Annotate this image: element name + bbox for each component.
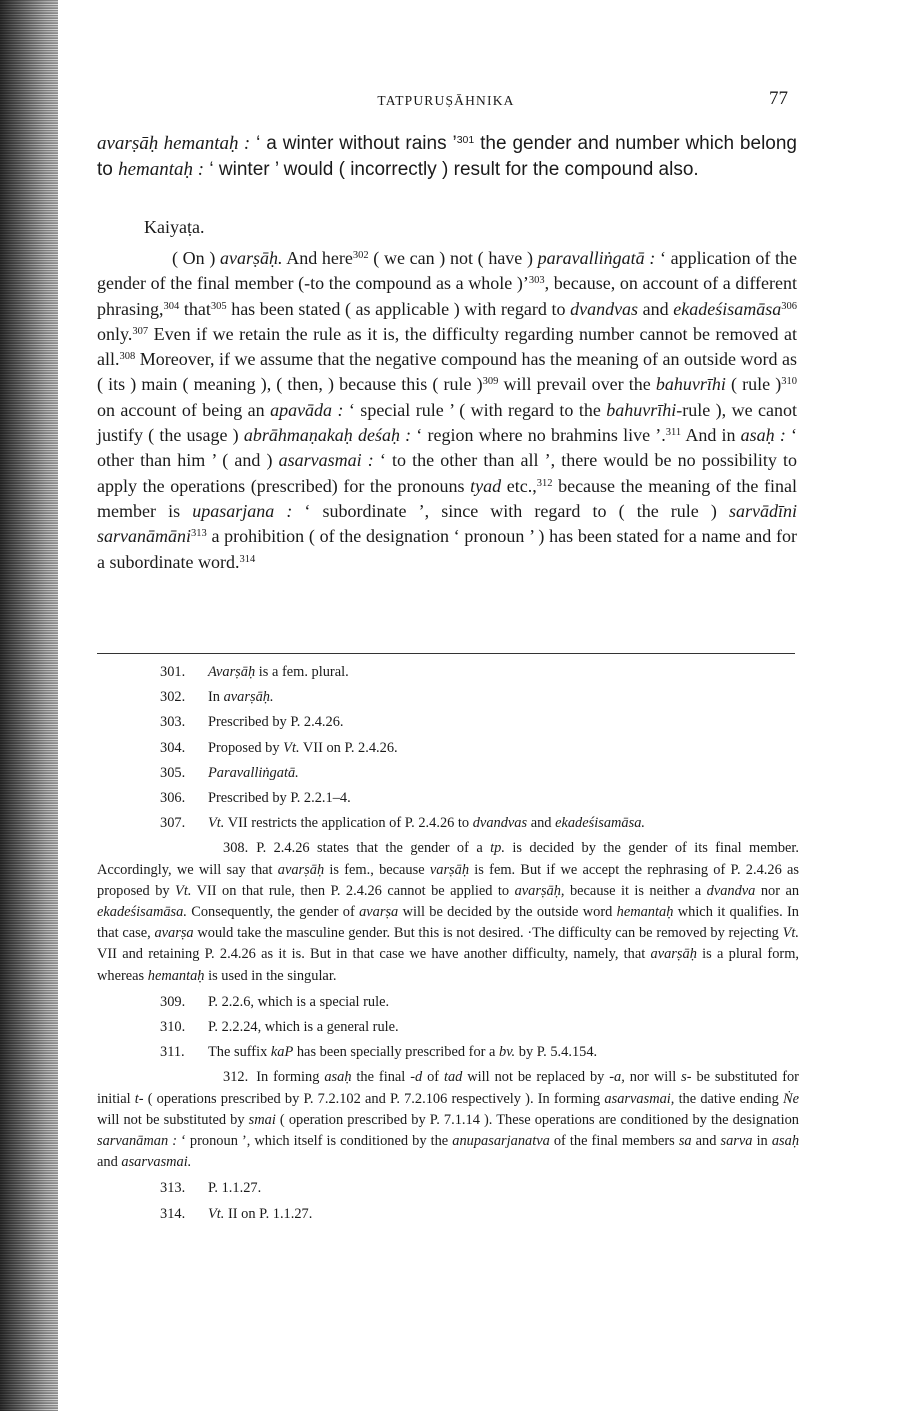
text: and xyxy=(97,1154,122,1171)
term: hemantaḥ : xyxy=(118,158,205,180)
term: paravalliṅgatā : xyxy=(537,248,656,268)
footnote-number: 304. xyxy=(160,739,186,756)
text: etc., xyxy=(501,475,537,496)
term: Avarṣāḥ xyxy=(208,664,256,680)
text: And here xyxy=(282,248,353,268)
text: -rule ), we canot justify ( the usage ) xyxy=(97,399,797,446)
term: sarvanāman : xyxy=(97,1133,178,1150)
term: avarṣāḥ. xyxy=(223,689,274,706)
text: be substituted for initial xyxy=(97,1069,799,1107)
text: and xyxy=(638,298,674,319)
footnote-number: 311. xyxy=(160,1044,185,1061)
footnote-303 xyxy=(97,712,799,733)
term: bahuvrīhi xyxy=(606,399,677,420)
footnote-number: 309. xyxy=(160,993,186,1010)
text: in xyxy=(752,1133,772,1150)
text: will not be replaced by xyxy=(462,1069,610,1086)
term: dvandva xyxy=(706,882,756,899)
text: and xyxy=(691,1133,721,1150)
text: VII restricts the application of P. 2.4.26 to xyxy=(224,815,473,832)
text: Prescribed by P. 2.2.1–4. xyxy=(208,790,351,807)
text: has been specially prescribed for a xyxy=(293,1044,500,1061)
text: ( rule ) xyxy=(725,374,782,395)
footnote-number: 306. xyxy=(160,790,186,807)
footnote-ref: 312 xyxy=(536,477,553,489)
term: dvandvas xyxy=(472,815,528,832)
main-paragraph xyxy=(97,246,797,575)
footnote-number: 307. xyxy=(160,815,186,832)
footnote-number: 314. xyxy=(160,1205,186,1222)
term: sarvādīni sarvanāmāni xyxy=(97,500,798,547)
footnote-number: 312. xyxy=(223,1069,249,1086)
header-title: TATPURUṢĀHNIKA xyxy=(377,93,515,108)
text: is a fem. plural. xyxy=(255,664,349,680)
book-spine-shadow xyxy=(0,0,58,1411)
term: bahuvrīhi xyxy=(655,374,726,395)
footnote-311 xyxy=(97,1042,799,1063)
term: apavāda : xyxy=(270,399,344,420)
text: will prevail over the xyxy=(498,374,656,395)
text: the gender and number which belong to xyxy=(97,133,797,180)
text: P. 2.2.24, which is a general rule. xyxy=(208,1019,399,1036)
text: ‘ subordinate ’, since with regard to ( the rule ) xyxy=(292,500,729,521)
term: s- xyxy=(681,1069,692,1086)
term: Paravalliṅgatā. xyxy=(208,764,299,781)
text: that xyxy=(179,298,211,319)
footnote-divider xyxy=(97,653,795,654)
text: And in xyxy=(681,425,741,446)
text: because the meaning of the final member is xyxy=(97,475,798,521)
text: ‘ winter ’ would ( incorrectly ) result for the compound also. xyxy=(204,158,699,180)
footnote-305 xyxy=(97,763,799,784)
footnote-314 xyxy=(97,1204,799,1225)
footnote-312 xyxy=(97,1067,799,1173)
footnote-ref: 302 xyxy=(352,250,369,261)
term: asaḥ xyxy=(771,1133,800,1150)
text: the dative ending xyxy=(674,1090,783,1107)
footnotes xyxy=(97,662,799,1229)
term: avarṣāḥ, xyxy=(514,882,565,899)
section-title: Kaiyaṭa. xyxy=(144,217,205,237)
term: ekadeśisamāsa xyxy=(673,298,782,319)
term: avarṣāḥ xyxy=(277,861,325,878)
footnote-313 xyxy=(97,1178,799,1199)
term: Vt. xyxy=(283,739,300,756)
term: anupasarjanatva xyxy=(452,1133,550,1150)
text: VII on P. 2.4.26. xyxy=(299,739,398,756)
text: Proposed by xyxy=(208,739,284,756)
text: and xyxy=(527,815,556,832)
text: ‘ region where no brahmins live ’. xyxy=(411,425,666,446)
term: avarṣāḥ. xyxy=(220,248,283,268)
text: ( operation prescribed by P. 7.1.14 ). These operations are conditioned by the designation xyxy=(275,1111,799,1128)
term: ekadeśisamāsa. xyxy=(97,904,187,921)
text: ( On ) xyxy=(172,248,221,268)
footnote-301 xyxy=(97,662,799,683)
text: of xyxy=(422,1069,444,1086)
footnote-ref: 311 xyxy=(665,427,682,439)
term: kaP xyxy=(270,1044,294,1061)
text: ( operations prescribed by P. 7.2.102 and P. 7.2.106 respectively ). In forming xyxy=(143,1090,605,1107)
text: VII on that rule, then P. 2.4.26 cannot be applied to xyxy=(191,882,515,899)
text: nor an xyxy=(755,882,800,899)
term: Vt. xyxy=(208,815,225,832)
footnote-ref: 301 xyxy=(456,134,475,146)
text: ‘ application of the gender of the final member (-to the compound as a whole )’ xyxy=(97,248,797,294)
text: would take the masculine gender. But this is not desired. ·The difficulty can be removed by rejecting xyxy=(193,925,783,942)
text: Consequently, the gender of xyxy=(186,904,360,921)
footnote-ref: 308 xyxy=(119,351,136,363)
term: hemantaḥ xyxy=(616,904,674,921)
term: avarṣa xyxy=(154,925,194,942)
term: sa xyxy=(678,1133,692,1150)
footnote-number: 301. xyxy=(160,664,186,680)
footnote-307 xyxy=(97,813,799,834)
text: a prohibition ( of the designation ‘ pronoun ’ ) has been stated for a name and for a subordinate word. xyxy=(97,526,797,572)
text: ‘ special rule ’ ( with regard to the xyxy=(343,399,607,420)
text: by P. 5.4.154. xyxy=(515,1044,598,1061)
footnote-number: 308. xyxy=(223,840,249,857)
footnote-ref: 313 xyxy=(191,528,207,540)
text: P. 2.4.26 states that the gender of a xyxy=(256,840,491,857)
footnote-number: 310. xyxy=(160,1019,186,1036)
term: tad xyxy=(443,1069,463,1086)
footnote-310 xyxy=(97,1017,799,1038)
term: sarva xyxy=(720,1133,753,1150)
text: ( we can ) not ( have ) xyxy=(368,248,538,268)
text: P. 1.1.27. xyxy=(208,1180,262,1197)
text: ‘ a winter without rains ’ xyxy=(250,133,457,154)
term: asaḥ xyxy=(324,1069,352,1086)
footnote-308 xyxy=(97,838,799,986)
term: -a, xyxy=(609,1069,625,1086)
text: only. xyxy=(97,323,133,344)
term: tyad xyxy=(470,475,502,496)
term: Ṅe xyxy=(783,1090,799,1107)
term: bv. xyxy=(499,1044,516,1061)
term: avarṣa xyxy=(359,904,399,921)
footnote-number: 302. xyxy=(160,689,186,706)
footnote-ref: 305 xyxy=(210,300,227,312)
term: avarṣāḥ hemantaḥ : xyxy=(97,133,251,154)
term: dvandvas xyxy=(570,298,639,319)
footnote-302 xyxy=(97,687,799,708)
text: In forming xyxy=(256,1069,325,1086)
footnote-number: 305. xyxy=(160,764,186,781)
text: is fem., because xyxy=(324,861,430,878)
footnote-number: 303. xyxy=(160,714,186,731)
text: nor will xyxy=(624,1069,682,1086)
term: asaḥ : xyxy=(740,425,786,446)
text: will be decided by the outside word xyxy=(398,904,617,921)
text: is fem. But if we accept the rephrasing of P. 2.4.26 as proposed by xyxy=(97,861,800,899)
running-header xyxy=(96,88,796,112)
text: which it qualifies. In that case, xyxy=(97,904,799,942)
text: In xyxy=(208,689,224,706)
text: VII and retaining P. 2.4.26 as it is. But in that case we have another difficulty, namely, that xyxy=(97,946,651,963)
term: tp. xyxy=(490,840,505,857)
text: on account of being an xyxy=(97,399,271,420)
footnote-ref: 304 xyxy=(163,300,180,312)
term: asarvasmai : xyxy=(278,450,374,471)
text: ‘ pronoun ’, which itself is conditioned by the xyxy=(177,1133,453,1150)
text: ‘ other than him ’ ( and ) xyxy=(97,425,797,471)
footnote-304 xyxy=(97,738,799,759)
text: will not be substituted by xyxy=(97,1111,249,1128)
term: ekadeśisamāsa. xyxy=(555,815,646,832)
term: upasarjana : xyxy=(192,500,293,521)
footnote-ref: 307 xyxy=(132,325,149,337)
text: because it is neither a xyxy=(564,882,707,899)
text: The suffix xyxy=(208,1044,271,1061)
text: has been stated ( as applicable ) with regard to xyxy=(226,298,571,319)
text: , because, on account of a different phrasing, xyxy=(97,273,797,319)
footnote-ref: 310 xyxy=(781,376,797,388)
term: Vt. xyxy=(782,925,800,942)
text: is a plural form, whereas xyxy=(97,946,800,984)
text: II on P. 1.1.27. xyxy=(224,1205,313,1222)
page-number: 77 xyxy=(769,88,788,109)
text: of the final members xyxy=(549,1133,679,1150)
text: ‘ to the other than all ’, there would be no possibility to apply the operations (prescribed) for the pronouns xyxy=(97,450,797,496)
footnote-ref: 306 xyxy=(781,300,797,312)
footnote-ref: 309 xyxy=(482,376,499,388)
term: asarvasmai, xyxy=(604,1090,675,1107)
term: abrāhmaṇakaḥ deśaḥ : xyxy=(243,425,412,446)
text: is decided by the gender of its final member. Accordingly, we will say that xyxy=(97,840,799,878)
text: Prescribed by P. 2.4.26. xyxy=(208,714,344,731)
footnote-ref: 314 xyxy=(239,553,256,565)
term: avarṣāḥ xyxy=(650,946,697,963)
term: Vt. xyxy=(175,882,192,899)
term: smai xyxy=(248,1111,276,1128)
footnote-ref: 303 xyxy=(528,275,545,287)
text: the final xyxy=(351,1069,411,1086)
term: -d xyxy=(410,1069,423,1086)
text: is used in the singular. xyxy=(204,967,337,984)
footnote-309 xyxy=(97,992,799,1013)
footnote-number: 313. xyxy=(160,1180,186,1197)
term: Vt. xyxy=(208,1205,225,1222)
footnote-306 xyxy=(97,788,799,809)
term: varṣāḥ xyxy=(429,861,470,878)
term: t- xyxy=(134,1090,144,1107)
text: P. 2.2.6, which is a special rule. xyxy=(208,993,390,1010)
text: Moreover, if we assume that the negative compound has the meaning of an outside word as ( its ) main ( meaning ), ( then, ) because this ( rule ) xyxy=(97,349,797,395)
text: Even if we retain the rule as it is, the difficulty regarding number cannot be removed at all. xyxy=(97,323,797,370)
term: hemantaḥ xyxy=(147,967,205,984)
term: asarvasmai. xyxy=(121,1154,192,1171)
lead-paragraph xyxy=(97,131,797,182)
